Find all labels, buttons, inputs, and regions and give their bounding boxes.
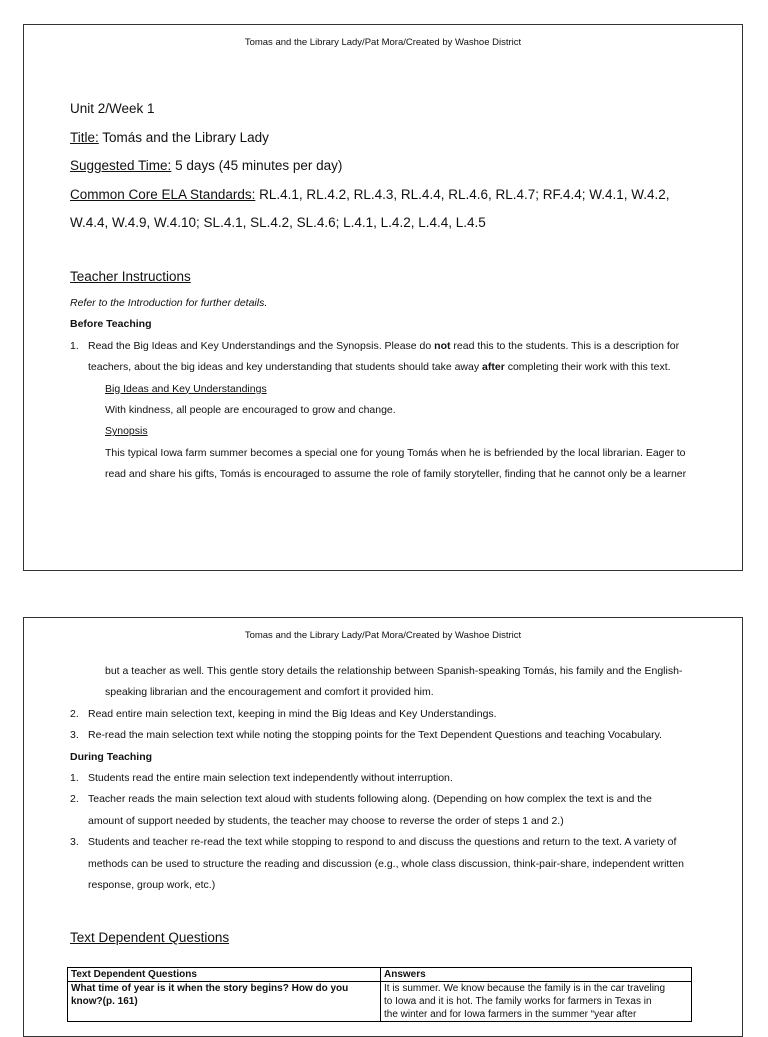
document-page-1: [23, 24, 743, 571]
standards-line: [70, 181, 702, 210]
list-number: 2.: [70, 793, 79, 806]
synopsis-heading: Synopsis: [105, 425, 148, 438]
teacher-instructions-heading: Teacher Instructions: [70, 269, 191, 284]
item-text: Read the Big Ideas and Key Understandings and the Synopsis. Please do: [88, 339, 435, 352]
title-label: Title:: [70, 129, 99, 145]
item-text: methods can be used to structure the reading and discussion (e.g., whole class discussion, think-pair-share, independent written: [88, 857, 684, 870]
standards-continued: W.4.4, W.4.9, W.4.10; SL.4.1, SL.4.2, SL.4.6; L.4.1, L.4.2, L.4.4, L.4.5: [70, 215, 486, 230]
list-number: 3.: [70, 836, 79, 849]
item-text: Students read the entire main selection text independently without interruption.: [88, 772, 453, 785]
text-dependent-questions-heading: Text Dependent Questions: [70, 930, 230, 945]
suggested-time-value: 5 days (45 minutes per day): [171, 158, 343, 173]
list-number: 1.: [70, 339, 79, 352]
list-item: [70, 336, 702, 379]
item-text: Read entire main selection text, keeping in mind the Big Ideas and Key Understandings.: [88, 707, 497, 720]
list-item: [70, 768, 702, 789]
item-text: teachers, about the big ideas and key understanding that students should take away: [88, 361, 483, 374]
page-header: Tomas and the Library Lady/Pat Mora/Created by Washoe District: [244, 37, 522, 48]
table-row: [68, 982, 692, 1022]
instructions-body: [70, 293, 702, 486]
answer-cell: [381, 982, 692, 1022]
suggested-time-line: [70, 152, 702, 181]
list-number: 2.: [70, 707, 79, 720]
list-item: [70, 725, 702, 746]
question-text: know?(p. 161): [71, 996, 138, 1007]
table-header-row: [68, 968, 692, 982]
list-item: [70, 832, 702, 896]
item-emphasis: after: [482, 361, 505, 374]
answer-text: It is summer. We know because the family is in the car traveling: [384, 983, 666, 994]
lesson-info: [70, 95, 702, 238]
document-page-2: [23, 617, 743, 1037]
unit-label: Unit 2/Week 1: [70, 101, 155, 116]
list-number: 1.: [70, 772, 79, 785]
synopsis-text: speaking librarian and the encouragement and comfort it provided him.: [105, 686, 434, 699]
standards-value: RL.4.1, RL.4.2, RL.4.3, RL.4.4, RL.4.6, RL.4.7; RF.4.4; W.4.1, W.4.2,: [255, 186, 670, 202]
refer-note: Refer to the Introduction for further details.: [70, 297, 268, 309]
list-item: [70, 704, 702, 725]
question-text: What time of year is it when the story begins? How do you: [71, 983, 349, 994]
item-text: Re-read the main selection text while noting the stopping points for the Text Dependent Questions and teaching Vocabulary.: [88, 729, 662, 742]
answer-text: to Iowa and it is hot. The family works for farmers in Texas in: [384, 996, 652, 1007]
table-header-answers: Answers: [381, 968, 692, 982]
questions-table: [67, 967, 692, 1022]
title-value: Tomás and the Library Lady: [98, 129, 269, 145]
title-line: [70, 124, 702, 153]
item-text: completing their work with this text.: [504, 361, 671, 374]
synopsis-text: This typical Iowa farm summer becomes a special one for young Tomás when he is befriended by the local librarian. Eager to: [105, 446, 686, 459]
item-text: Students and teacher re-read the text while stopping to respond to and discuss the questions and return to the text. A variety of: [88, 836, 677, 849]
big-ideas-heading: Big Ideas and Key Understandings: [105, 382, 267, 395]
question-cell: [68, 982, 381, 1022]
synopsis-text: read and share his gifts, Tomás is encouraged to assume the role of family storyteller, finding that he cannot only be a learner: [105, 468, 687, 481]
item-emphasis: not: [434, 339, 451, 352]
list-item: [70, 789, 702, 832]
standards-label: Common Core ELA Standards:: [70, 186, 256, 202]
before-teaching-heading: Before Teaching: [70, 318, 152, 331]
item-text: Teacher reads the main selection text aloud with students following along. (Depending on how complex the text is and the: [88, 793, 652, 806]
table-header-questions: Text Dependent Questions: [68, 968, 381, 982]
item-text: read this to the students. This is a description for: [450, 339, 680, 352]
item-text: response, group work, etc.): [88, 879, 216, 892]
page-header: Tomas and the Library Lady/Pat Mora/Created by Washoe District: [244, 630, 522, 641]
list-number: 3.: [70, 729, 79, 742]
answer-text: the winter and for Iowa farmers in the summer “year after: [384, 1009, 637, 1020]
suggested-time-label: Suggested Time:: [70, 158, 172, 173]
instructions-continued: [70, 661, 702, 896]
during-teaching-heading: During Teaching: [70, 750, 153, 763]
item-text: amount of support needed by students, the teacher may choose to reverse the order of steps 1 and 2.): [88, 814, 564, 827]
synopsis-text: but a teacher as well. This gentle story details the relationship between Spanish-speaking Tomás, his family and the English-: [105, 665, 683, 677]
big-ideas-text: With kindness, all people are encouraged to grow and change.: [105, 404, 396, 417]
